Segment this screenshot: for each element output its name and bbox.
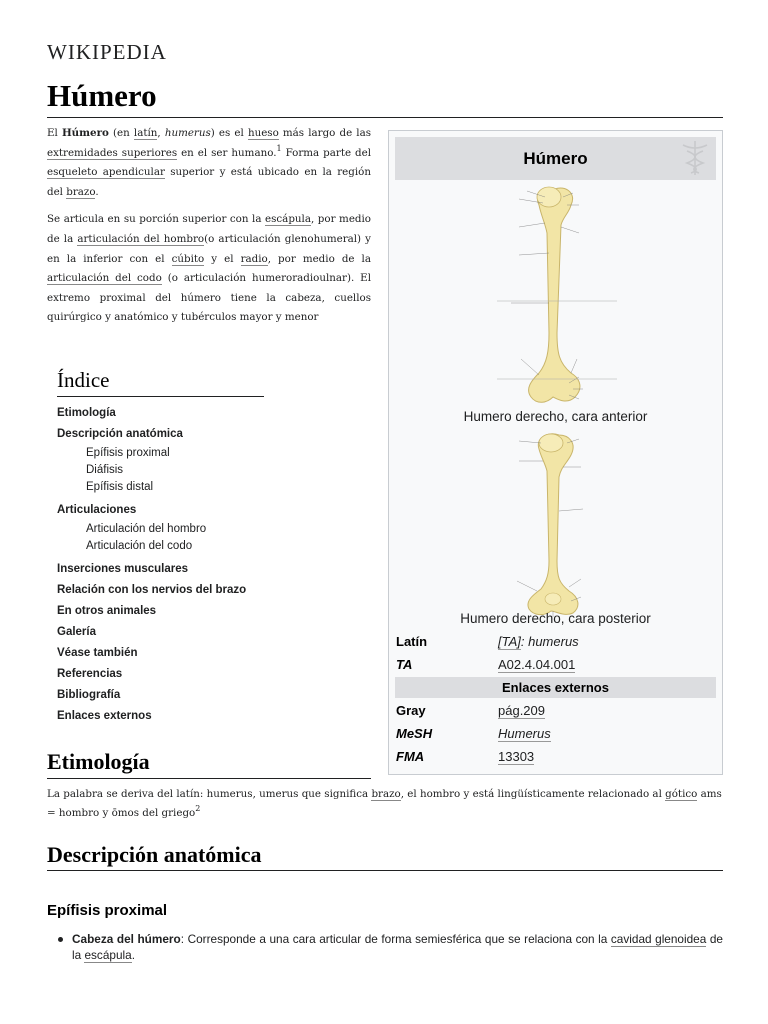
intro-paragraph-2 xyxy=(47,210,371,328)
heading-descripcion: Descripción anatómica xyxy=(47,842,262,867)
text: , el hombro y está lingüísticamente relacionado al xyxy=(400,788,666,800)
humerus-posterior-illustration xyxy=(497,431,617,617)
link-cubito[interactable]: cúbito xyxy=(171,252,205,265)
link-esqueleto-apendicular[interactable]: esqueleto apendicular xyxy=(47,166,165,179)
row-value xyxy=(498,634,579,649)
bullet-icon xyxy=(58,937,63,942)
toc-title: Índice xyxy=(57,368,264,397)
toc-item-etimologia[interactable]: Etimología xyxy=(57,407,116,419)
text: (o articulación glenohumeral) y en la inferior con el xyxy=(47,232,371,265)
text: (o articulación humeroradioulnar). El extremo proximal del húmero tiene la cabeza, cuellos quirúrgico y anatómico y tubérculos mayor y menor xyxy=(47,272,371,324)
text: . xyxy=(95,185,99,198)
text: Forma parte del xyxy=(281,146,371,159)
toc-sub-diafisis[interactable]: Diáfisis xyxy=(86,464,124,476)
latin-name: : humerus xyxy=(520,634,579,649)
link-escapula[interactable]: escápula xyxy=(265,213,311,226)
link-hueso[interactable]: hueso xyxy=(247,127,279,139)
toc-item-descripcion[interactable]: Descripción anatómica xyxy=(57,428,183,440)
text: , por medio de la xyxy=(267,252,371,265)
text: , por medio de la xyxy=(47,213,371,245)
text: El xyxy=(47,127,62,139)
row-key: Gray xyxy=(396,703,426,718)
text: , xyxy=(157,127,165,139)
infobox-row-gray xyxy=(395,700,716,722)
caduceus-icon xyxy=(677,139,713,177)
row-key: TA xyxy=(396,657,413,672)
link-fma[interactable]: 13303 xyxy=(498,749,535,764)
title-divider xyxy=(47,117,723,118)
toc-item-vease-tambien[interactable]: Véase también xyxy=(57,647,138,659)
humerus-anterior-illustration xyxy=(497,183,617,415)
text: más largo de las xyxy=(278,127,372,139)
link-brazo[interactable]: brazo xyxy=(66,185,96,198)
intro-text xyxy=(47,124,371,336)
link-cavidad-glenoidea[interactable]: cavidad glenoidea xyxy=(610,932,707,946)
infobox-row-mesh xyxy=(395,723,716,745)
row-key: Latín xyxy=(396,634,428,649)
row-key: FMA xyxy=(396,749,425,764)
link-extremidades-superiores[interactable]: extremidades superiores xyxy=(47,146,178,159)
text: y el xyxy=(204,252,241,265)
list-item xyxy=(72,931,723,963)
toc-item-relacion-nervios[interactable]: Relación con los nervios del brazo xyxy=(57,584,247,596)
bold-term: Húmero xyxy=(61,127,109,139)
caption-posterior: Humero derecho, cara posterior xyxy=(460,611,651,626)
link-escapula[interactable]: escápula xyxy=(84,948,132,962)
heading-etimologia: Etimología xyxy=(47,749,150,774)
link-radio[interactable]: radio xyxy=(240,252,268,265)
infobox-row-ta xyxy=(395,654,716,676)
infobox-section-external-links: Enlaces externos xyxy=(395,677,716,698)
toc-item-inserciones[interactable]: Inserciones musculares xyxy=(57,563,189,575)
text: superior y está ubicado en la región del xyxy=(47,166,371,198)
infobox-row-latin xyxy=(395,631,716,653)
text: ams = hombro y ōmos del griego xyxy=(47,788,722,819)
text: de la xyxy=(72,932,723,962)
toc-item-enlaces-externos[interactable]: Enlaces externos xyxy=(57,710,152,722)
link-ta-ref[interactable]: [TA] xyxy=(498,634,521,649)
italic-term: humerus xyxy=(164,127,211,139)
reference-2[interactable]: 2 xyxy=(195,804,201,813)
link-mesh[interactable]: Humerus xyxy=(498,726,551,741)
intro-paragraph-1 xyxy=(47,124,371,202)
wikipedia-wordmark[interactable]: WIKIPEDIA xyxy=(47,40,167,64)
bold-term: Cabeza del húmero xyxy=(72,932,181,946)
infobox-row-fma xyxy=(395,746,716,768)
heading-epifisis-proximal: Epífisis proximal xyxy=(47,902,168,919)
text: ) es el xyxy=(210,127,248,139)
link-gray[interactable]: pág.209 xyxy=(498,703,545,718)
link-articulacion-hombro[interactable]: articulación del hombro xyxy=(77,232,205,245)
link-gotico[interactable]: gótico xyxy=(665,788,698,800)
infobox xyxy=(388,130,723,775)
link-articulacion-codo[interactable]: articulación del codo xyxy=(47,272,162,285)
text: en el ser humano. xyxy=(177,146,277,159)
text: Se articula en su porción superior con la xyxy=(47,213,266,226)
row-key: MeSH xyxy=(396,726,433,741)
page-title: Húmero xyxy=(47,78,157,113)
link-ta-value[interactable]: A02.4.04.001 xyxy=(498,657,576,672)
toc-item-articulaciones[interactable]: Articulaciones xyxy=(57,504,137,516)
toc-item-referencias[interactable]: Referencias xyxy=(57,668,123,680)
toc-sub-epifisis-proximal[interactable]: Epífisis proximal xyxy=(86,447,170,459)
heading-divider xyxy=(47,778,371,779)
toc-sub-articulacion-hombro[interactable]: Articulación del hombro xyxy=(86,523,207,535)
text: : Corresponde a una cara articular de forma semiesférica que se relaciona con la xyxy=(180,932,611,946)
toc-sub-epifisis-distal[interactable]: Epífisis distal xyxy=(86,481,154,493)
text: La palabra se deriva del latín: humerus, umerus que significa xyxy=(47,788,372,800)
etimologia-paragraph xyxy=(47,785,723,823)
toc-item-bibliografia[interactable]: Bibliografía xyxy=(57,689,121,701)
toc-item-galeria[interactable]: Galería xyxy=(57,626,96,638)
text: (en xyxy=(108,127,134,139)
caption-anterior: Humero derecho, cara anterior xyxy=(463,409,648,424)
reference-1[interactable]: 1 xyxy=(276,143,282,153)
link-brazo[interactable]: brazo xyxy=(371,788,401,800)
table-of-contents xyxy=(57,368,357,727)
toc-sub-articulacion-codo[interactable]: Articulación del codo xyxy=(86,540,193,552)
toc-item-otros-animales[interactable]: En otros animales xyxy=(57,605,157,617)
infobox-title: Húmero xyxy=(395,137,716,180)
text: . xyxy=(131,948,135,962)
heading-divider xyxy=(47,870,723,871)
link-latin[interactable]: latín xyxy=(133,127,158,139)
